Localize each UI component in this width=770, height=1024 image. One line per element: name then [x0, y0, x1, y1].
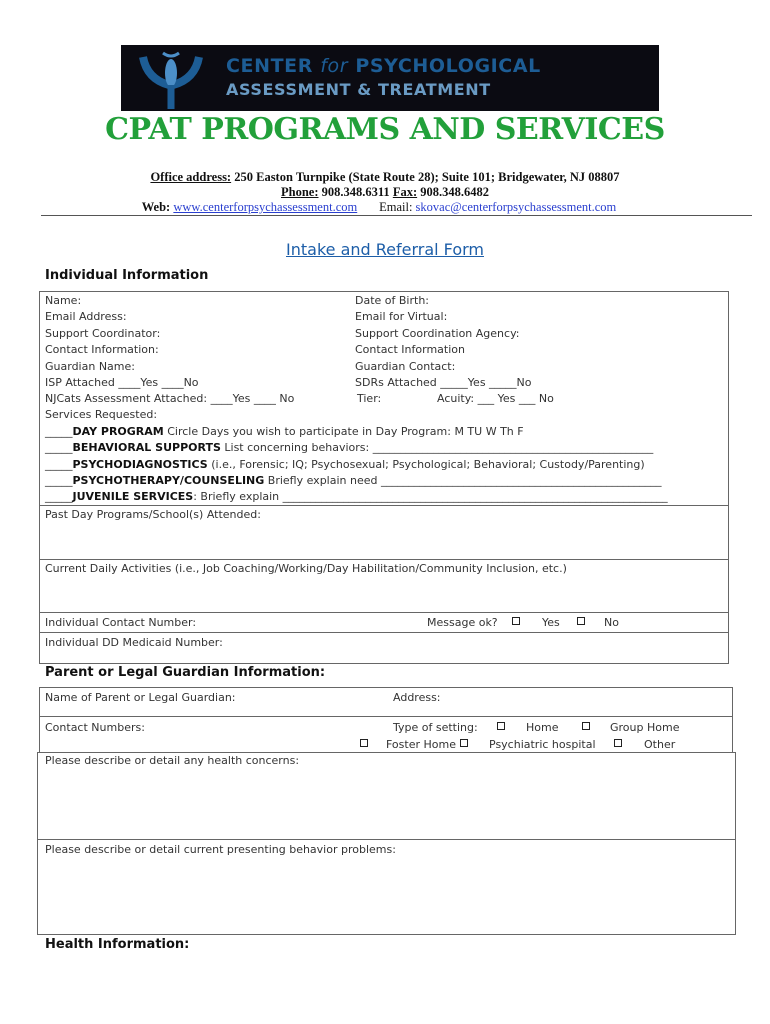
email-address-field[interactable]: Email Address:: [45, 310, 127, 323]
message-ok-label: Message ok?: [427, 616, 498, 629]
daily-activities-field[interactable]: Current Daily Activities (i.e., Job Coaching/Working/Day Habilitation/Community Inclusion, etc.): [45, 562, 567, 575]
past-programs-field[interactable]: Past Day Programs/School(s) Attended:: [45, 508, 261, 521]
service-psychodiagnostics[interactable]: _____PSYCHODIAGNOSTICS (i.e., Forensic; IQ; Psychosexual; Psychological; Behavioral; Custody/Parenting): [45, 458, 645, 471]
row-divider: [39, 505, 729, 506]
form-title: Intake and Referral Form: [286, 240, 484, 259]
foster-home-label: Foster Home: [386, 738, 456, 751]
row-divider: [39, 612, 729, 613]
name-field[interactable]: Name:: [45, 294, 82, 307]
guardian-info-heading: Parent or Legal Guardian Information:: [45, 665, 326, 680]
message-ok-checkbox-icon[interactable]: [512, 617, 520, 625]
website-link[interactable]: www.centerforpsychassessment.com: [173, 200, 358, 214]
guardian-contact-numbers-field[interactable]: Contact Numbers:: [45, 721, 145, 734]
psychiatric-hospital-checkbox-icon[interactable]: [460, 739, 468, 747]
contact-information-field[interactable]: Contact Information:: [45, 343, 159, 356]
email-link[interactable]: skovac@centerforpsychassessment.com: [415, 200, 617, 214]
agency-contact-information-field[interactable]: Contact Information: [355, 343, 465, 356]
row-divider: [39, 716, 733, 717]
dd-medicaid-number-field[interactable]: Individual DD Medicaid Number:: [45, 636, 223, 649]
other-checkbox-icon[interactable]: [614, 739, 622, 747]
page-title: CPAT PROGRAMS AND SERVICES: [105, 112, 665, 147]
support-coordinator-field[interactable]: Support Coordinator:: [45, 327, 161, 340]
service-day-program[interactable]: _____DAY PROGRAM Circle Days you wish to participate in Day Program: M TU W Th F: [45, 425, 524, 438]
web-email-line: Web: www.centerforpsychassessment.com Email: skovac@centerforpsychassessment.com: [141, 200, 617, 214]
service-psychotherapy[interactable]: _____PSYCHOTHERAPY/COUNSELING Briefly explain need ___________________________________________________: [45, 474, 662, 487]
row-divider: [39, 559, 729, 560]
njcats-attached-field[interactable]: NJCats Assessment Attached: ____Yes ____ No: [45, 392, 295, 405]
group-home-checkbox-icon[interactable]: [582, 722, 590, 730]
psi-logo-icon: [121, 45, 221, 111]
service-juvenile[interactable]: _____JUVENILE SERVICES: Briefly explain ______________________________________________________________________: [45, 490, 668, 503]
message-no-label: No: [604, 616, 619, 629]
acuity-field[interactable]: Acuity: ___ Yes ___ No: [437, 392, 554, 405]
group-home-label: Group Home: [610, 721, 680, 734]
health-info-heading: Health Information:: [45, 937, 190, 952]
guardian-address-field[interactable]: Address:: [393, 691, 441, 704]
row-divider: [37, 839, 736, 840]
foster-home-checkbox-icon[interactable]: [360, 739, 368, 747]
row-divider: [39, 632, 729, 633]
behavior-problems-field[interactable]: Please describe or detail current presenting behavior problems:: [45, 843, 396, 856]
header-divider: [41, 215, 752, 216]
cpat-logo: [121, 45, 659, 111]
home-label: Home: [526, 721, 559, 734]
type-of-setting-label: Type of setting:: [393, 721, 478, 734]
phone-fax-line: Phone: 908.348.6311 Fax: 908.348.6482: [281, 185, 489, 199]
support-coordination-agency-field[interactable]: Support Coordination Agency:: [355, 327, 520, 340]
psychiatric-hospital-label: Psychiatric hospital: [489, 738, 596, 751]
logo-line-2: ASSESSMENT & TREATMENT: [226, 80, 491, 99]
guardian-contact-field[interactable]: Guardian Contact:: [355, 360, 456, 373]
individual-contact-number-field[interactable]: Individual Contact Number:: [45, 616, 197, 629]
tier-field[interactable]: Tier:: [357, 392, 382, 405]
health-concerns-field[interactable]: Please describe or detail any health concerns:: [45, 754, 300, 767]
office-address-line: Office address: 250 Easton Turnpike (State Route 28); Suite 101; Bridgewater, NJ 08807: [150, 170, 620, 184]
message-yes-checkbox-icon[interactable]: [577, 617, 585, 625]
isp-attached-field[interactable]: ISP Attached ____Yes ____No: [45, 376, 199, 389]
individual-info-heading: Individual Information: [45, 268, 209, 283]
other-label: Other: [644, 738, 676, 751]
date-of-birth-field[interactable]: Date of Birth:: [355, 294, 430, 307]
guardian-name-field[interactable]: Guardian Name:: [45, 360, 135, 373]
guardian-name-field[interactable]: Name of Parent or Legal Guardian:: [45, 691, 236, 704]
logo-line-1: CENTER for PSYCHOLOGICAL: [226, 55, 541, 77]
sdrs-attached-field[interactable]: SDRs Attached _____Yes _____No: [355, 376, 532, 389]
service-behavioral-supports[interactable]: _____BEHAVIORAL SUPPORTS List concerning behaviors: ___________________________________________________: [45, 441, 654, 454]
message-yes-label: Yes: [542, 616, 560, 629]
home-checkbox-icon[interactable]: [497, 722, 505, 730]
email-for-virtual-field[interactable]: Email for Virtual:: [355, 310, 448, 323]
services-requested-label: Services Requested:: [45, 408, 158, 421]
